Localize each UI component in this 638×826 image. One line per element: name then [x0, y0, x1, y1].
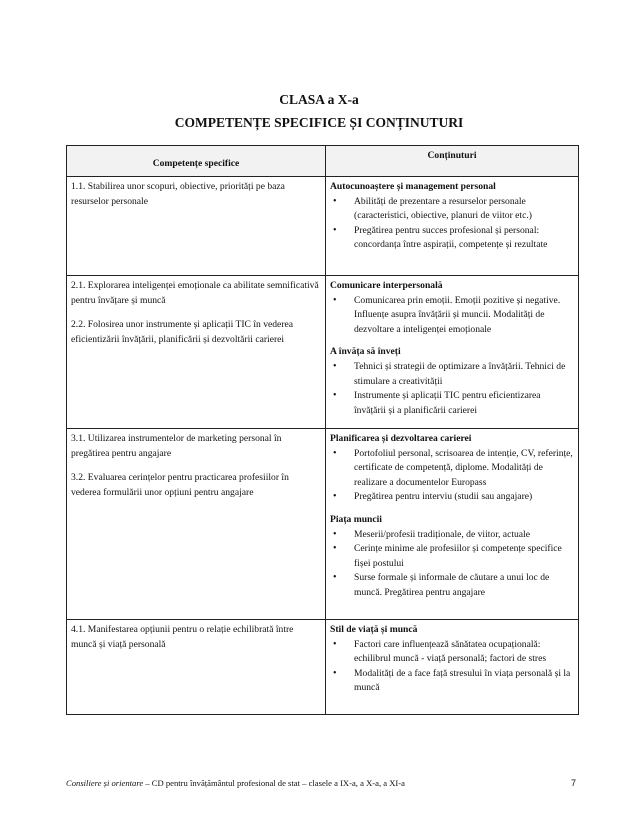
section-title: Piața muncii — [330, 513, 382, 525]
competences-cell — [67, 620, 326, 715]
section-title: Comunicare interpersonală — [330, 280, 443, 291]
competence-text: 2.1. Explorarea inteligenței emoționale ca abilitate semnificativă pentru învățare și muncă — [71, 280, 319, 306]
footer-text — [66, 778, 405, 788]
section-title: Planificarea și dezvoltarea carierei — [330, 433, 472, 444]
page-title: COMPETENȚE SPECIFICE ȘI CONȚINUTURI — [174, 115, 464, 130]
content-section — [330, 623, 574, 696]
list-item: • Portofoliul personal, scrisoarea de intenție, CV, referințe, certificate de competență, diplome. Modalități de realizare a documentelor Europass — [330, 447, 574, 491]
table-header-row — [67, 146, 579, 177]
table-row — [67, 276, 579, 429]
competence-text: 1.1. Stabilirea unor scopuri, obiective, priorități pe baza resurselor personale — [71, 181, 285, 207]
list-item: • Pregătirea pentru interviu (studii sau angajare) — [330, 490, 574, 505]
section-title: A învăța să înveți — [330, 346, 401, 358]
table-row — [67, 177, 579, 276]
competence-text: 4.1. Manifestarea opțiunii pentru o relație echilibrată între muncă și viață personală — [71, 624, 294, 650]
list-item: • Abilități de prezentare a resurselor personale (caracteristici, obiective, planuri de viitor etc.) — [330, 195, 574, 224]
competences-cell — [67, 177, 326, 276]
footer-doc-title: Consiliere și orientare — [66, 778, 144, 788]
column-header-contents: Conținuturi — [326, 146, 579, 177]
class-title: CLASA a X-a — [279, 92, 359, 107]
content-section — [330, 279, 574, 337]
contents-cell — [326, 620, 579, 715]
footer-doc-subtitle: – CD pentru învățământul profesional de stat – clasele a IX-a, a X-a, a XI-a — [143, 778, 405, 788]
list-item: • Modalități de a face față stresului în viața personală și la muncă — [330, 667, 574, 696]
section-title: Stil de viață și muncă — [330, 624, 418, 635]
list-item: • Tehnici și strategii de optimizare a învățării. Tehnici de stimulare a creativității — [330, 360, 574, 389]
list-item: • Factori care influențează sănătatea ocupațională: echilibrul muncă - viață personală; factori de stres — [330, 638, 574, 667]
page-number: 7 — [570, 778, 576, 788]
table-row — [67, 429, 579, 620]
list-item: • Instrumente și aplicații TIC pentru eficientizarea învățării și a planificării carierei — [330, 389, 574, 418]
competence-text: 3.1. Utilizarea instrumentelor de marketing personal în pregătirea pentru angajare — [71, 433, 282, 459]
content-section — [330, 345, 574, 418]
content-section — [330, 513, 574, 601]
contents-cell — [326, 276, 579, 429]
list-item: • Surse formale și informale de căutare a unui loc de muncă. Pregătirea pentru angajare — [330, 571, 574, 600]
list-item: • Meserii/profesii tradiționale, de viitor, actuale — [330, 528, 574, 543]
list-item: • Cerințe minime ale profesiilor și competențe specifice fișei postului — [330, 542, 574, 571]
competence-text: 3.2. Evaluarea cerințelor pentru practicarea profesiilor în vederea formulării unor opțiuni pentru angajare — [71, 472, 289, 498]
page-footer — [66, 778, 578, 788]
list-item: • Comunicarea prin emoții. Emoții pozitive și negative. Influențe asupra învățării și muncii. Modalități de dezvoltare a inteligenței emoționale — [330, 294, 574, 338]
table-row — [67, 620, 579, 715]
contents-cell — [326, 177, 579, 276]
contents-cell — [326, 429, 579, 620]
competences-table — [66, 145, 579, 715]
competence-text: 2.2. Folosirea unor instrumente și aplicații TIC în vederea eficientizării învățării, planificării și dezvoltării carierei — [71, 319, 294, 345]
competences-cell — [67, 276, 326, 429]
section-title: Autocunoaștere și management personal — [330, 181, 496, 192]
competences-cell — [67, 429, 326, 620]
content-section — [330, 180, 574, 253]
content-section — [330, 432, 574, 505]
column-header-competences: Competențe specifice — [67, 146, 326, 177]
list-item: • Pregătirea pentru succes profesional și personal: concordanța între aspirații, competențe și rezultate — [330, 224, 574, 253]
